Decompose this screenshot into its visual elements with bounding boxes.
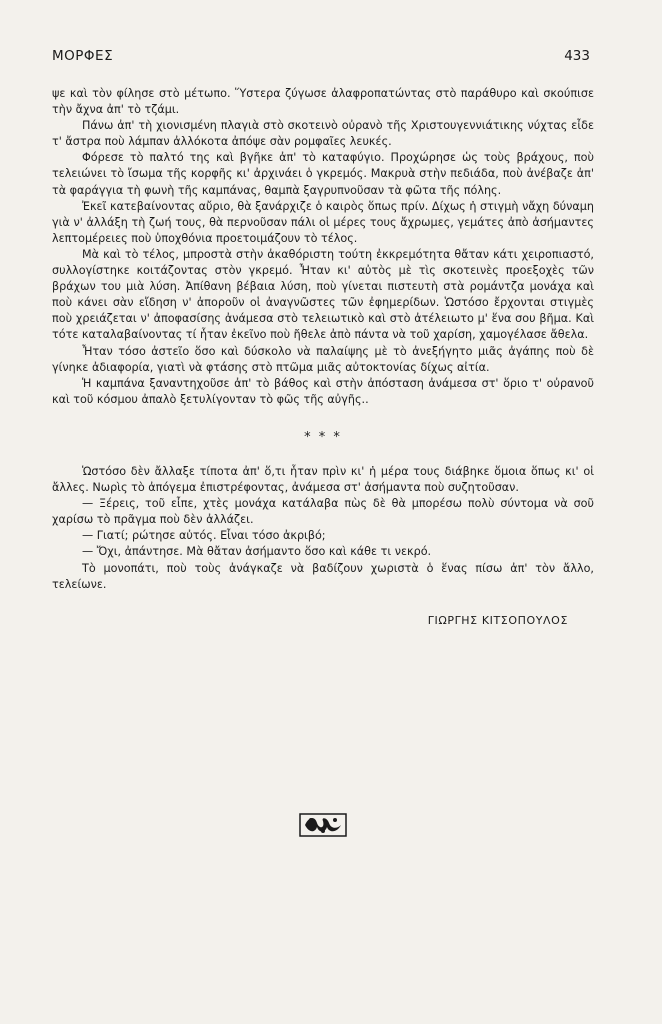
paragraph: Ἦταν τόσο ἀστεῖο ὅσο καὶ δύσκολο νὰ παλαίψης μὲ τὸ ἀνεξήγητο μιᾶς ἀγάπης ποὺ δὲ γίνηκε ἀδιαφορία, γιατὶ νὰ φτάσης στὸ πτῶμα μιᾶς αὐτοκτονίας δίχως αἰτία.: [52, 344, 594, 374]
dialogue-line: — Γιατί; ρώτησε αὐτός. Εἶναι τόσο ἀκριβό;: [82, 529, 326, 543]
dialogue-line: — Ξέρεις, τοῦ εἶπε, χτὲς μονάχα κατάλαβα πὼς δὲ θὰ μπορέσω πολὺ σύντομα νὰ σοῦ χαρίσω τὸ πρᾶγμα ποὺ δὲν ἀλλάζει.: [52, 497, 594, 527]
paragraph: Ὡστόσο δὲν ἄλλαξε τίποτα ἀπ' ὅ,τι ἦταν πρὶν κι' ἡ μέρα τους διάβηκε ὅμοια ὅπως κι' οἱ ἄλλες. Νωρὶς τὸ ἀπόγεμα ἐπιστρέφοντας, ἀνάμεσα στ' ἀσήμαντα ποὺ συζητοῦσαν.: [52, 464, 594, 495]
dialogue-line: — Ὄχι, ἀπάντησε. Μὰ θἄταν ἀσήμαντο ὅσο καὶ κάθε τι νεκρό.: [82, 545, 432, 559]
page-header: [52, 48, 590, 68]
paragraph: Μὰ καὶ τὸ τέλος, μπροστὰ στὴν ἀκαθόριστη τούτη ἐκκρεμότητα θἄταν κάτι χειροπιαστό, συλλογίστηκε κοιτάζοντας στὸν γκρεμό. Ἦταν κι' αὐτὸς μὲ τὶς σκοτεινὲς προεξοχὲς τῶν βράχων του μιὰ λύση. Ἀπίθανη βέβαια λύση, ποὺ γίνεται πιστευτὴ στὰ ρομάντζα μονάχα καὶ ποὺ κάνει σὰν εἴδηση ν' ἀποροῦν οἱ ἀναγνῶστες τῶν ἐφημερίδων. Ὡστόσο ἔρχονται στιγμὲς ποὺ χρειάζεται ν' ἀποφασίσης ἀνάμεσα στὸ τελειωτικὸ καὶ στὸ ἀτέλειωτο μ' ἕνα σου βῆμα. Καὶ τότε καταλαβαίνοντας τί ἦταν ἐκεῖνο ποὺ ἤθελε ἀπὸ πάντα νὰ τοῦ χαρίση, χαμογέλασε ἄθελα.: [52, 247, 594, 342]
paragraph: Τὸ μονοπάτι, ποὺ τοὺς ἀνάγκαζε νὰ βαδίζουν χωριστὰ ὁ ἕνας πίσω ἀπ' τὸν ἄλλο, τελείωνε.: [52, 561, 594, 591]
page-number: 433: [564, 48, 590, 64]
paragraph: Ἐκεῖ κατεβαίνοντας αὔριο, θὰ ξανάρχιζε ὁ καιρὸς ὅπως πρίν. Δίχως ἡ στιγμὴ νἄχη δύναμη γιὰ ν' ἀλλάξη τὴ ζωή τους, θὰ περνοῦσαν πάλι οἱ μέρες τους ἄχρωμες, γεμάτες ἀπὸ ἀσήμαντες λεπτομέρειες ποὺ ὑποχθόνια προετοιμάζουν τὸ τέλος.: [52, 199, 594, 245]
section-divider: * * *: [304, 429, 342, 445]
decorative-ornament-icon: [299, 811, 347, 839]
author-signature: ΓΙΩΡΓΗΣ ΚΙΤΣΟΠΟΥΛΟΣ: [427, 613, 568, 627]
paragraph: Πάνω ἀπ' τὴ χιονισμένη πλαγιὰ στὸ σκοτεινὸ οὐρανὸ τῆς Χριστουγεννιάτικης νύχτας εἶδε τ' ἄστρα ποὺ λάμπαν ἀλλόκοτα ἀπόψε σὰν ρομφαῖες λευκές.: [52, 119, 594, 149]
paragraph: ψε καὶ τὸν φίλησε στὸ μέτωπο. Ὕστερα ζύγωσε ἀλαφροπατώντας στὸ παράθυρο καὶ σκούπισε τὴν ἄχνα ἀπ' τὸ τζάμι.: [52, 87, 594, 117]
journal-title: ΜΟΡΦΕΣ: [52, 48, 114, 64]
paragraph: Ἡ καμπάνα ξαναντηχοῦσε ἀπ' τὸ βάθος καὶ στὴν ἀπόσταση ἀνάμεσα στ' ὅριο τ' οὐρανοῦ καὶ τοῦ κόσμου ἀπαλὸ ξετυλίγονταν τὸ φῶς τῆς αὐγῆς..: [52, 376, 594, 406]
paragraph: Φόρεσε τὸ παλτό της καὶ βγῆκε ἀπ' τὸ καταφύγιο. Προχώρησε ὡς τοὺς βράχους, ποὺ τελειώνει τὸ ἴσωμα τῆς κορφῆς κι' ἀρχινάει ὁ γκρεμός. Μακρυὰ στὴν πεδιάδα, ποὺ ἀνέβαζε ἀπ' τὰ φαράγγια τὴ φωνὴ τῆς καμπάνας, θαμπὰ ξαγρυπνοῦσαν τὰ φῶτα τῆς πόλης.: [52, 151, 594, 197]
story-text: [52, 86, 594, 629]
